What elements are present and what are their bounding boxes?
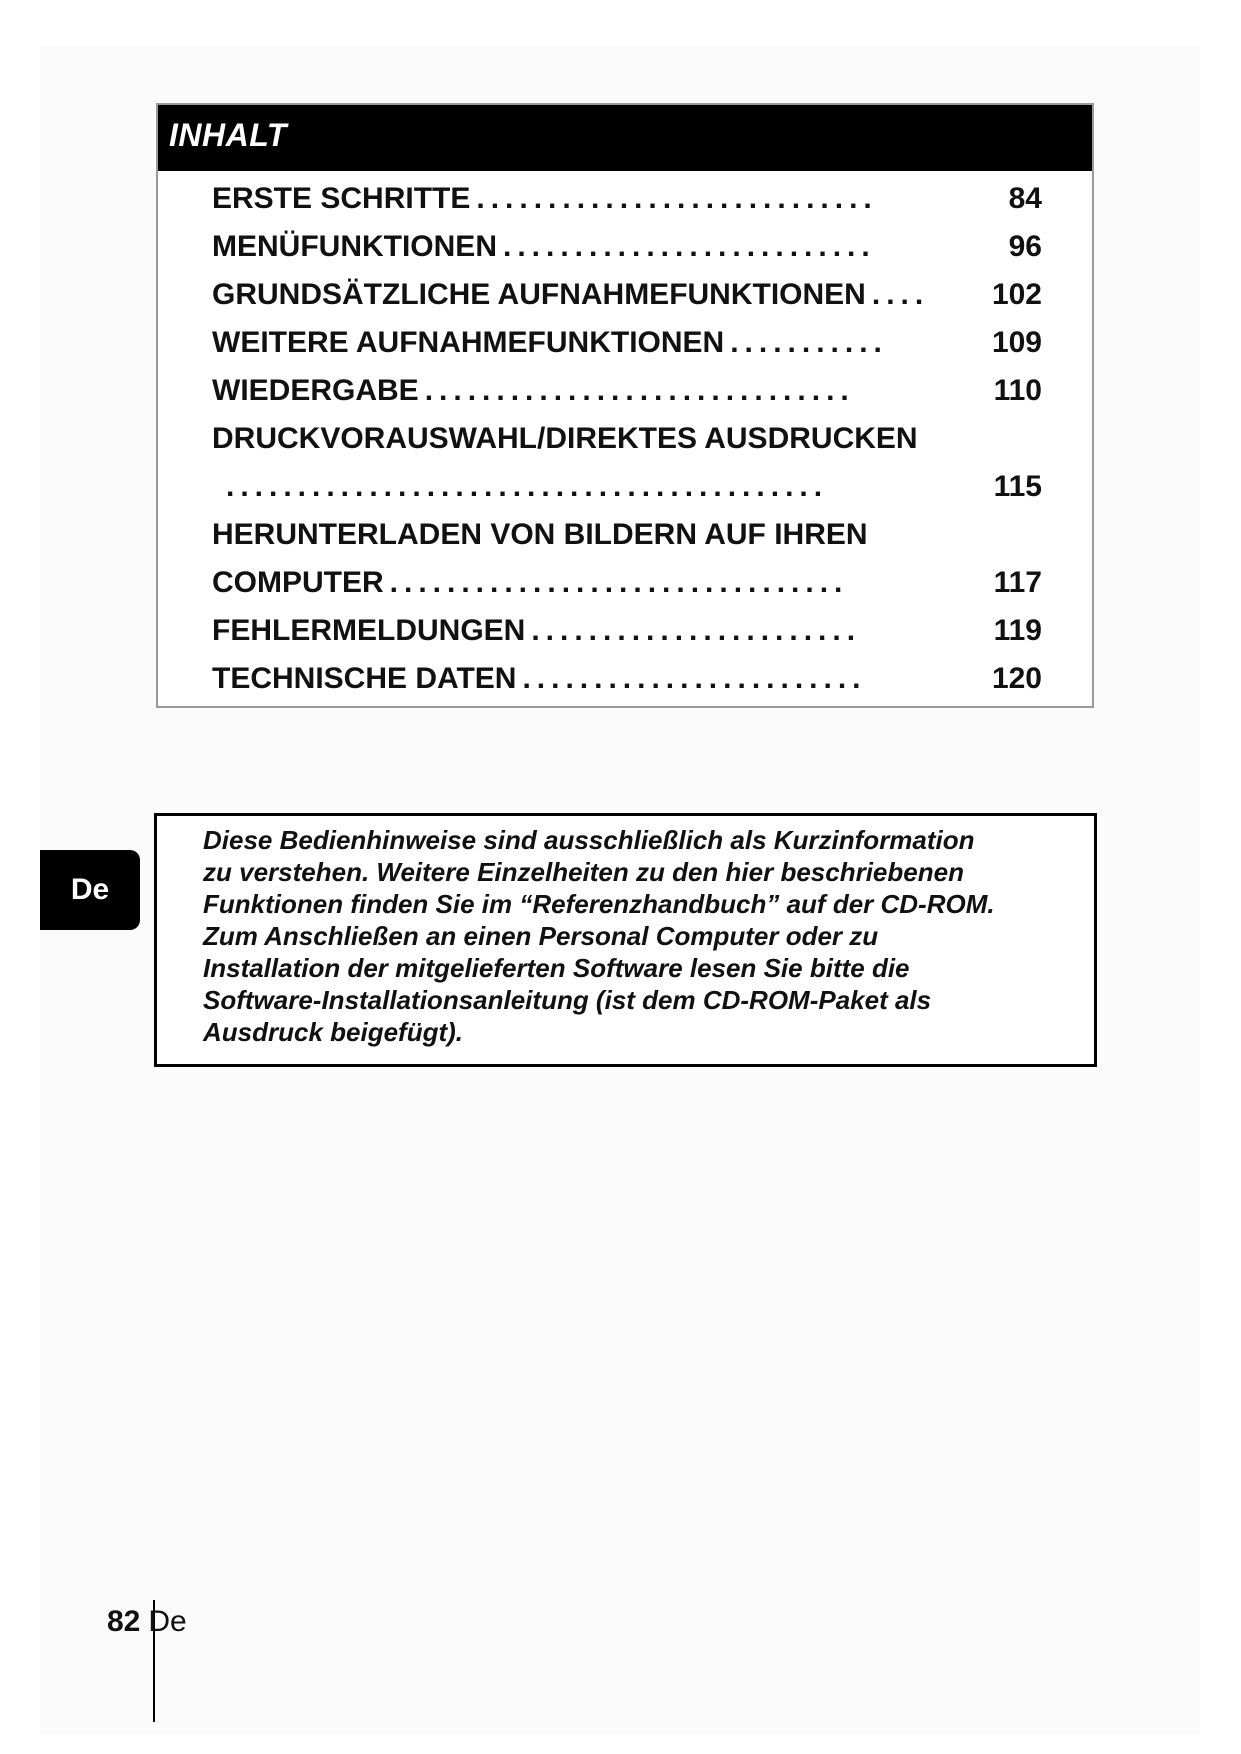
toc-entry-continuation[interactable] — [212, 463, 1042, 511]
toc-entry-leader: ............................ — [476, 182, 878, 215]
toc-entry-page: 110 — [993, 374, 1042, 407]
toc-entry-title: ERSTE SCHRITTE — [212, 182, 471, 215]
page-number: 82 — [107, 1605, 141, 1638]
page-language-code: De — [148, 1605, 187, 1638]
language-side-tab — [40, 850, 140, 930]
toc-entry-page: 120 — [991, 662, 1042, 695]
notice-line: Ausdruck beigefügt). — [203, 1017, 464, 1047]
toc-entry-title: COMPUTER — [212, 566, 384, 599]
toc-entry-title: DRUCKVORAUSWAHL/DIREKTES AUSDRUCKEN — [212, 422, 918, 455]
toc-entry[interactable] — [212, 655, 1042, 703]
toc-entry-title: HERUNTERLADEN VON BILDERN AUF IHREN — [212, 518, 868, 551]
toc-entry-leader: ....................... — [531, 614, 862, 647]
toc-entry-title: WIEDERGABE — [212, 374, 419, 407]
toc-entry-leader: .............................. — [424, 374, 855, 407]
toc-entry-title: TECHNISCHE DATEN — [212, 662, 517, 695]
toc-entry-leader: .......................................... — [226, 470, 829, 503]
toc-entry-page: 96 — [1008, 230, 1042, 263]
toc-entry[interactable] — [212, 319, 1042, 367]
toc-entry-leader: .......................... — [503, 230, 876, 263]
notice-text — [203, 824, 1083, 1048]
language-tab-label: De — [70, 873, 110, 906]
notice-line: Diese Bedienhinweise sind ausschließlich als Kurzinformation — [203, 825, 975, 855]
notice-line: Zum Anschließen an einen Personal Computer oder zu — [203, 921, 879, 951]
toc-entry-title: GRUNDSÄTZLICHE AUFNAHMEFUNKTIONEN — [212, 278, 866, 311]
notice-line: Funktionen finden Sie im “Referenzhandbuch” auf der CD-ROM. — [203, 889, 995, 919]
notice-line: Installation der mitgelieferten Software lesen Sie bitte die — [203, 953, 910, 983]
notice-line: Software-Installationsanleitung (ist dem CD-ROM-Paket als — [203, 985, 932, 1015]
page-footer — [107, 1605, 187, 1639]
toc-entry-page: 109 — [991, 326, 1042, 359]
toc-entry-title: FEHLERMELDUNGEN — [212, 614, 526, 647]
toc-entry-continuation[interactable] — [212, 559, 1042, 607]
toc-entry-page: 102 — [991, 278, 1042, 311]
toc-entry-page: 84 — [1008, 182, 1042, 215]
toc-entry-leader: .... — [871, 278, 930, 311]
toc-entry[interactable] — [212, 607, 1042, 655]
toc-entry-page: 117 — [993, 566, 1042, 599]
toc-entry[interactable] — [212, 511, 1042, 559]
toc-entry[interactable] — [212, 175, 1042, 223]
toc-entry[interactable] — [212, 223, 1042, 271]
toc-entry-title: MENÜFUNKTIONEN — [212, 230, 497, 263]
toc-entry[interactable] — [212, 415, 1042, 463]
notice-box — [154, 813, 1097, 1067]
toc-entry-leader: ........................ — [522, 662, 867, 695]
toc-entry-list — [212, 175, 1042, 703]
toc-entry-page: 119 — [993, 614, 1042, 647]
toc-entry[interactable] — [212, 271, 1042, 319]
toc-entry-leader: ........... — [730, 326, 888, 359]
toc-entry-title: WEITERE AUFNAHMEFUNKTIONEN — [212, 326, 725, 359]
table-of-contents — [156, 103, 1094, 708]
notice-line: zu verstehen. Weitere Einzelheiten zu den hier beschriebenen — [203, 857, 964, 887]
toc-header-title: INHALT — [169, 117, 287, 153]
toc-header-bar — [158, 105, 1092, 171]
toc-entry[interactable] — [212, 367, 1042, 415]
toc-entry-leader: ................................ — [389, 566, 849, 599]
toc-entry-page: 115 — [993, 470, 1042, 503]
